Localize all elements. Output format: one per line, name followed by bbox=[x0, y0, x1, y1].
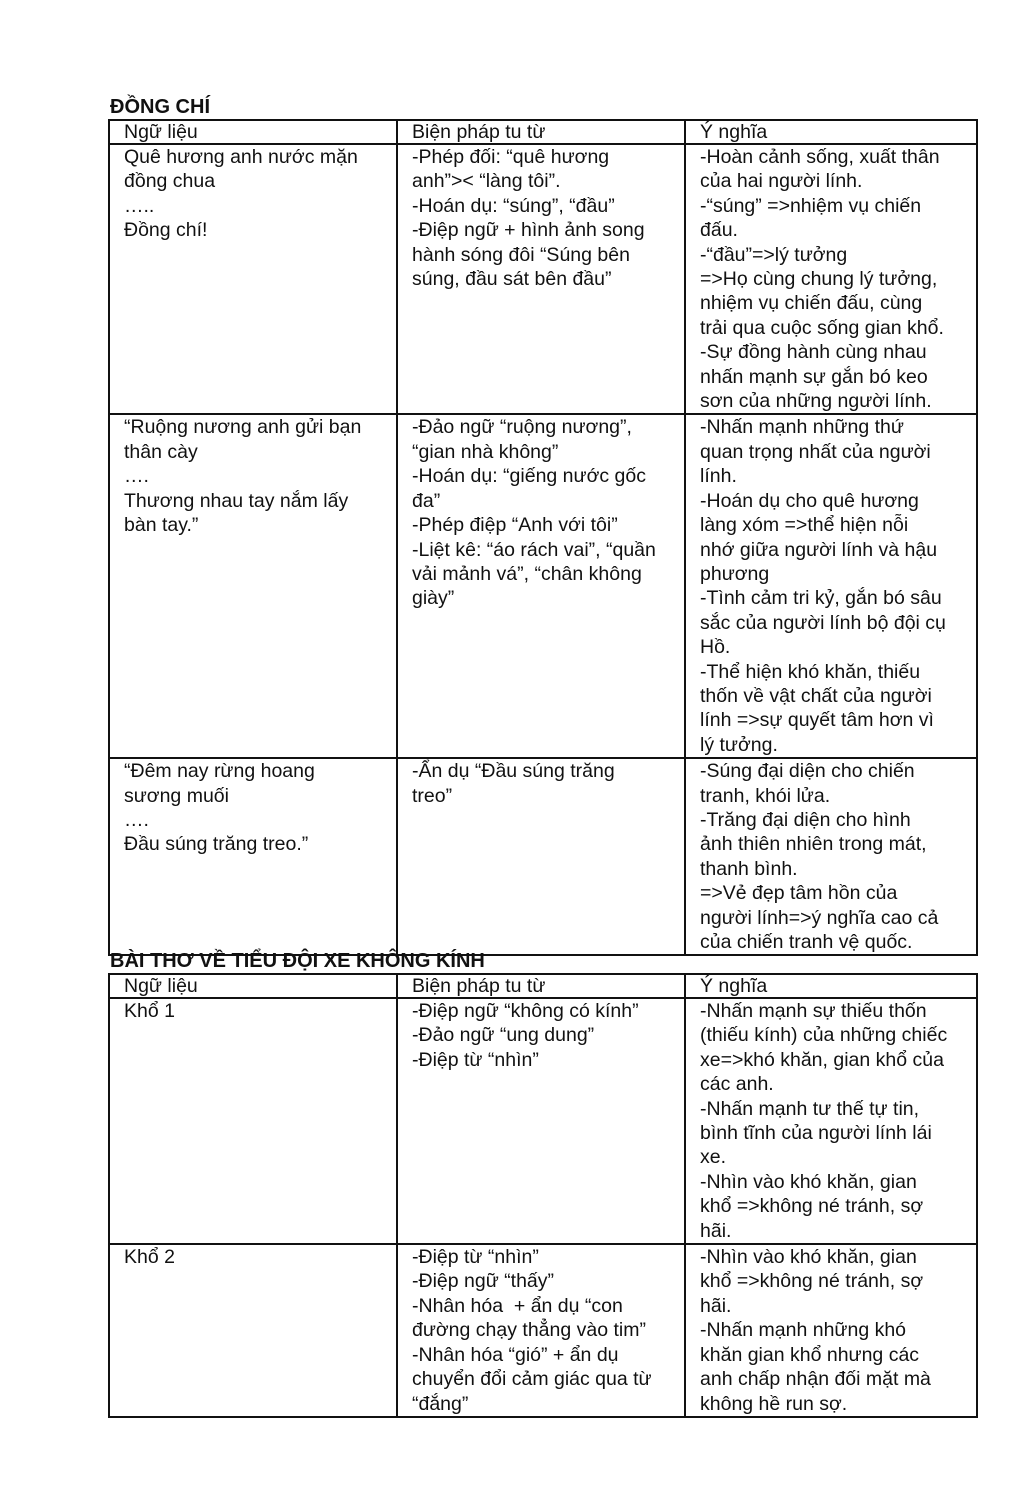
cell-text-line: Khổ 2 bbox=[124, 1246, 175, 1269]
notes-table bbox=[108, 119, 978, 956]
column-header: Biện pháp tu từ bbox=[397, 974, 685, 998]
cell-text-line: thân cày bbox=[124, 440, 198, 463]
cell-text-line: đường chạy thẳng vào tim” bbox=[412, 1319, 646, 1342]
cell-text-line: -Hoán dụ cho quê hương bbox=[700, 489, 919, 512]
cell-text-line: -Nhấn mạnh sự thiếu thốn bbox=[700, 1000, 927, 1022]
table-header-row bbox=[109, 974, 977, 998]
cell-text-line: (thiếu kính) của những chiếc bbox=[700, 1024, 948, 1047]
cell-text-line: chuyển đổi cảm giác qua từ bbox=[412, 1368, 652, 1391]
cell-text-line: bàn tay.” bbox=[124, 514, 199, 537]
cell-text-line: xe=>khó khăn, gian khổ của bbox=[700, 1048, 944, 1071]
table-cell bbox=[397, 1244, 685, 1417]
cell-text-line: -Nhấn mạnh tư thế tự tin, bbox=[700, 1097, 920, 1120]
cell-text-line: lính =>sự quyết tâm hơn vì bbox=[700, 709, 934, 732]
cell-text-line: lý tưởng. bbox=[700, 733, 778, 756]
cell-text-line: -Đảo ngữ “ruộng nương”, bbox=[412, 416, 632, 439]
cell-text-line: ….. bbox=[124, 194, 155, 217]
table-cell bbox=[109, 758, 397, 955]
cell-text-line: Thương nhau tay nắm lấy bbox=[124, 489, 349, 512]
table-cell bbox=[685, 758, 977, 955]
cell-text-line: anh”>< “làng tôi”. bbox=[412, 170, 561, 193]
cell-text-line: anh chấp nhận đối mặt mà bbox=[700, 1368, 931, 1391]
column-header: Ý nghĩa bbox=[685, 974, 977, 998]
cell-text-line: -Điệp từ “nhìn” bbox=[412, 1048, 539, 1071]
cell-text-line: quan trọng nhất của người bbox=[700, 440, 931, 463]
cell-text-line: trải qua cuộc sống gian khổ. bbox=[700, 316, 944, 339]
table-cell bbox=[109, 998, 397, 1244]
cell-text-line: -Phép đối: “quê hương bbox=[412, 146, 610, 168]
column-header: Ý nghĩa bbox=[685, 120, 977, 144]
table-cell bbox=[685, 144, 977, 414]
cell-text-line: làng xóm =>thể hiện nỗi bbox=[700, 514, 909, 537]
cell-text-line: -Đảo ngữ “ung dung” bbox=[412, 1024, 595, 1047]
cell-text-line: xe. bbox=[700, 1146, 727, 1169]
cell-text-line: Đồng chí! bbox=[124, 219, 208, 242]
section-title: ĐỒNG CHÍ bbox=[110, 96, 210, 118]
cell-text-line: -Phép điệp “Anh với tôi” bbox=[412, 514, 618, 537]
cell-text-line: …. bbox=[124, 808, 149, 831]
cell-text-line: -Nhấn mạnh những khó bbox=[700, 1319, 907, 1342]
cell-text-line: thốn về vật chất của người bbox=[700, 684, 932, 707]
cell-text-line: ảnh thiên nhiên trong mát, bbox=[700, 833, 927, 856]
cell-text-line: nhớ giữa người lính và hậu bbox=[700, 538, 938, 561]
table-row bbox=[109, 414, 977, 758]
cell-text-line: -Điệp ngữ “thấy” bbox=[412, 1270, 555, 1293]
cell-text-line: của chiến tranh vệ quốc. bbox=[700, 931, 913, 953]
cell-text-line: phương bbox=[700, 562, 770, 585]
cell-text-line: -Súng đại diện cho chiến bbox=[700, 760, 915, 783]
cell-text-line: nhiệm vụ chiến đấu, cùng bbox=[700, 292, 923, 315]
cell-text-line: Hồ. bbox=[700, 636, 731, 659]
cell-text-line: “Ruộng nương anh gửi bạn bbox=[124, 416, 362, 439]
cell-text-line: -Sự đồng hành cùng nhau bbox=[700, 341, 927, 364]
cell-text-line: -Tình cảm tri kỷ, gắn bó sâu bbox=[700, 587, 942, 610]
table-cell bbox=[109, 144, 397, 414]
cell-text-line: đấu. bbox=[700, 219, 738, 242]
cell-text-line: -Hoán dụ: “giếng nước gốc bbox=[412, 465, 646, 488]
cell-text-line: -Hoàn cảnh sống, xuất thân bbox=[700, 146, 940, 168]
table-cell bbox=[685, 998, 977, 1244]
cell-text-line: Đầu súng trăng treo.” bbox=[124, 833, 309, 856]
cell-text-line: -Nhìn vào khó khăn, gian bbox=[700, 1246, 917, 1269]
cell-text-line: -Nhìn vào khó khăn, gian bbox=[700, 1170, 917, 1193]
cell-text-line: của hai người lính. bbox=[700, 170, 863, 193]
cell-text-line: “Đêm nay rừng hoang bbox=[124, 760, 315, 783]
cell-text-line: =>Vẻ đẹp tâm hồn của bbox=[700, 882, 898, 905]
cell-text-line: treo” bbox=[412, 784, 453, 807]
cell-text-line: không hề run sợ. bbox=[700, 1392, 848, 1415]
cell-text-line: đa” bbox=[412, 489, 441, 512]
cell-text-line: -Ẩn dụ “Đầu súng trăng bbox=[412, 760, 615, 783]
notes-table bbox=[108, 973, 978, 1418]
cell-text-line: -Nhân hóa “gió” + ẩn dụ bbox=[412, 1343, 619, 1366]
cell-text-line: các anh. bbox=[700, 1073, 774, 1096]
cell-text-line: Quê hương anh nước mặn bbox=[124, 146, 358, 168]
cell-text-line: khăn gian khổ nhưng các bbox=[700, 1343, 920, 1366]
cell-text-line: -Nhấn mạnh những thứ bbox=[700, 416, 904, 439]
table-header-row bbox=[109, 120, 977, 144]
cell-text-line: khổ =>không né tránh, sợ bbox=[700, 1270, 924, 1293]
column-header: Ngữ liệu bbox=[109, 120, 397, 144]
cell-text-line: súng, đầu sát bên đầu” bbox=[412, 268, 612, 291]
cell-text-line: vải mảnh vá”, “chân không bbox=[412, 562, 642, 585]
table-cell bbox=[685, 414, 977, 758]
table-cell bbox=[397, 758, 685, 955]
cell-text-line: -Nhân hóa + ẩn dụ “con bbox=[412, 1294, 623, 1317]
cell-text-line: …. bbox=[124, 465, 149, 488]
column-header: Ngữ liệu bbox=[109, 974, 397, 998]
table-row bbox=[109, 998, 977, 1244]
table-cell bbox=[397, 414, 685, 758]
cell-text-line: đồng chua bbox=[124, 170, 216, 193]
cell-text-line: lính. bbox=[700, 465, 737, 488]
cell-text-line: -Điệp ngữ + hình ảnh song bbox=[412, 219, 645, 242]
column-header: Biện pháp tu từ bbox=[397, 120, 685, 144]
cell-text-line: “đắng” bbox=[412, 1392, 469, 1415]
cell-text-line: -Thể hiện khó khăn, thiếu bbox=[700, 660, 921, 683]
cell-text-line: hãi. bbox=[700, 1219, 732, 1242]
cell-text-line: -Điệp từ “nhìn” bbox=[412, 1246, 539, 1269]
cell-text-line: hãi. bbox=[700, 1294, 732, 1317]
table-cell bbox=[685, 1244, 977, 1417]
cell-text-line: sương muối bbox=[124, 784, 229, 807]
table-cell bbox=[109, 1244, 397, 1417]
cell-text-line: nhấn mạnh sự gắn bó keo bbox=[700, 365, 928, 388]
table-row bbox=[109, 144, 977, 414]
cell-text-line: khổ =>không né tránh, sợ bbox=[700, 1195, 924, 1218]
cell-text-line: “gian nhà không” bbox=[412, 440, 559, 463]
section-title: BÀI THƠ VỀ TIỂU ĐỘI XE KHÔNG KÍNH bbox=[110, 950, 485, 972]
cell-text-line: tranh, khói lửa. bbox=[700, 784, 831, 807]
cell-text-line: sắc của người lính bộ đội cụ bbox=[700, 611, 946, 634]
cell-text-line: hành sóng đôi “Súng bên bbox=[412, 243, 630, 266]
cell-text-line: sơn của những người lính. bbox=[700, 390, 932, 413]
cell-text-line: người lính=>ý nghĩa cao cả bbox=[700, 906, 939, 929]
cell-text-line: -Điệp ngữ “không có kính” bbox=[412, 1000, 639, 1022]
cell-text-line: -Trăng đại diện cho hình bbox=[700, 808, 911, 831]
table-row bbox=[109, 1244, 977, 1417]
table-cell bbox=[109, 414, 397, 758]
cell-text-line: -“đầu”=>lý tưởng bbox=[700, 243, 848, 266]
table-cell bbox=[397, 144, 685, 414]
cell-text-line: Khổ 1 bbox=[124, 1000, 175, 1022]
cell-text-line: -“súng” =>nhiệm vụ chiến bbox=[700, 194, 922, 217]
cell-text-line: giày” bbox=[412, 587, 455, 610]
table-row bbox=[109, 758, 977, 955]
cell-text-line: =>Họ cùng chung lý tưởng, bbox=[700, 268, 938, 291]
cell-text-line: -Liệt kê: “áo rách vai”, “quần bbox=[412, 538, 656, 561]
table-cell bbox=[397, 998, 685, 1244]
cell-text-line: -Hoán dụ: “súng”, “đầu” bbox=[412, 194, 615, 217]
cell-text-line: bình tĩnh của người lính lái bbox=[700, 1122, 932, 1145]
cell-text-line: thanh bình. bbox=[700, 857, 798, 880]
